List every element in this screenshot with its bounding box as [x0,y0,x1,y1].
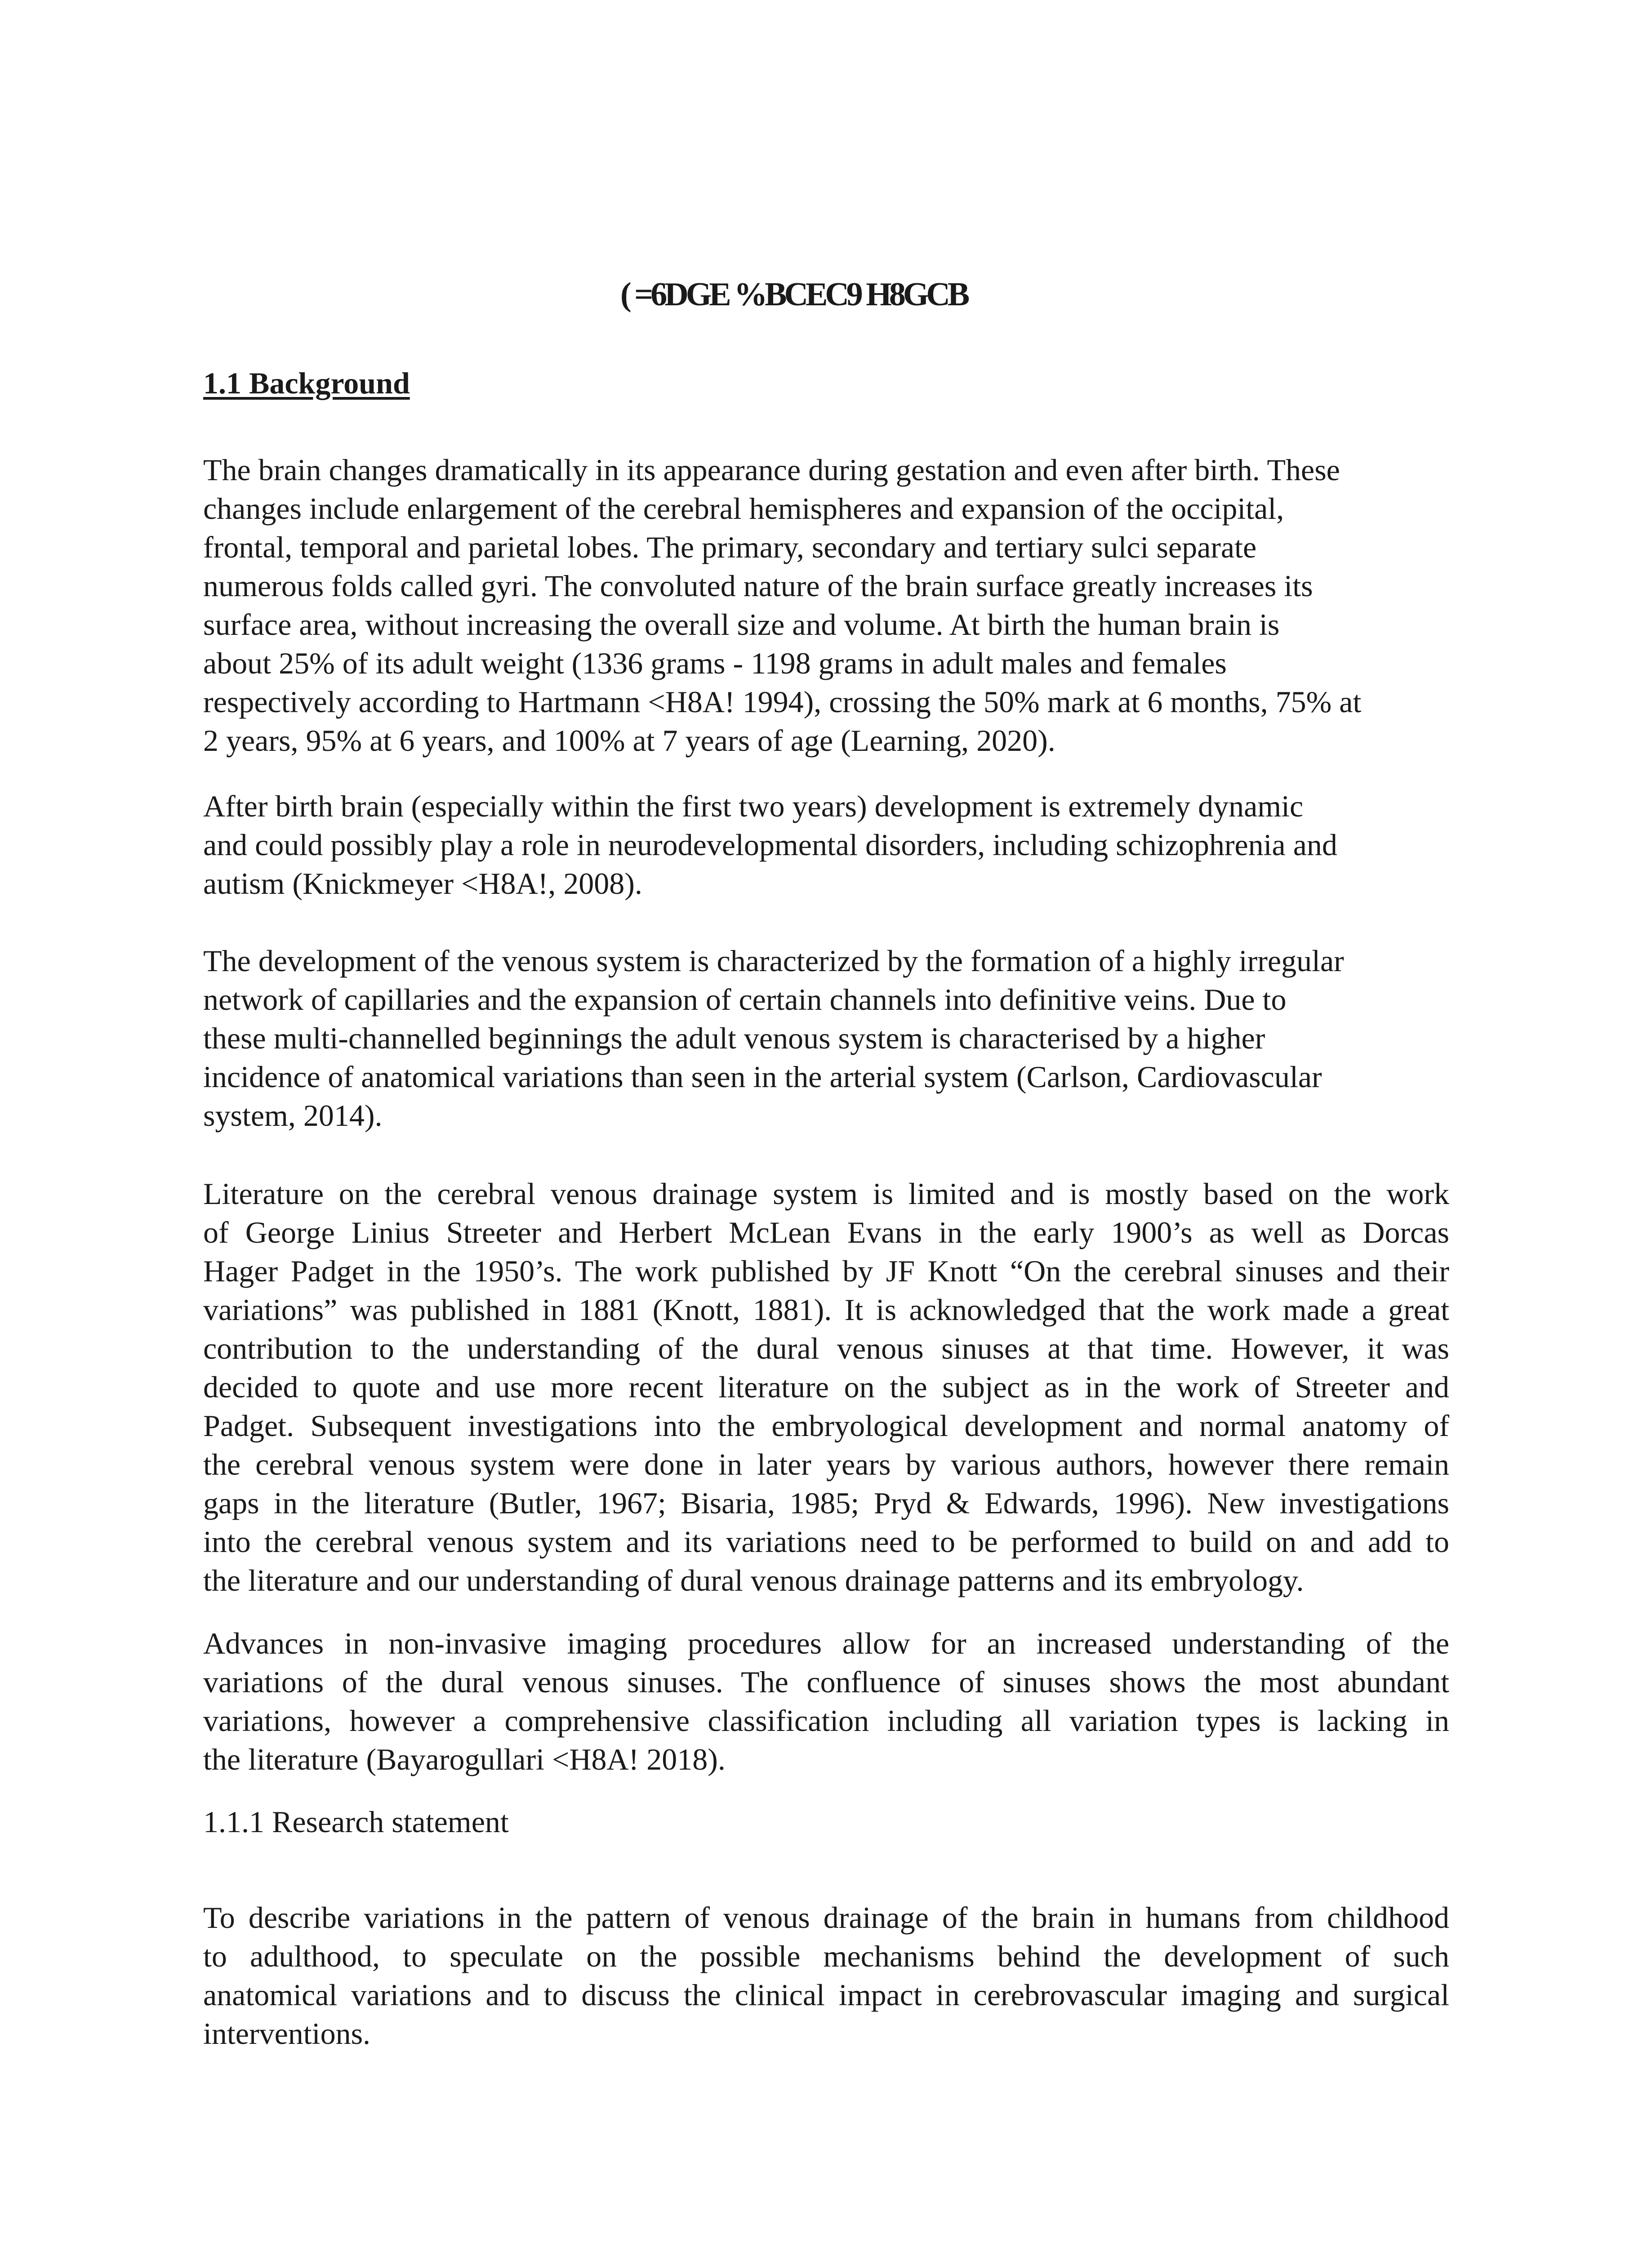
paragraph-line: interventions. [203,2016,371,2051]
paragraph-line: variations, however a comprehensive classification including all variation types is lacking in [203,1704,1449,1738]
paragraph-line: 2 years, 95% at 6 years, and 100% at 7 years of age (Learning, 2020). [203,723,1055,758]
paragraph-venous-system [203,941,1449,1135]
paragraph-line: numerous folds called gyri. The convoluted nature of the brain surface greatly increases its [203,569,1313,603]
paragraph-line: the literature (Bayarogullari <H8A! 2018). [203,1742,726,1776]
paragraph-line: To describe variations in the pattern of venous drainage of the brain in humans from childhood [203,1900,1449,1935]
paragraph-line: system, 2014). [203,1098,383,1133]
paragraph-line: The development of the venous system is characterized by the formation of a highly irregular [203,944,1344,978]
paragraph-after-birth [203,787,1449,903]
paragraph-line: about 25% of its adult weight (1336 grams - 1198 grams in adult males and females [203,646,1227,680]
paragraph-line: variations of the dural venous sinuses. The confluence of sinuses shows the most abundant [203,1665,1449,1699]
paragraph-line: and could possibly play a role in neurodevelopmental disorders, including schizophrenia and [203,828,1337,862]
research-statement-paragraph [203,1898,1449,2053]
paragraph-line: gaps in the literature (Butler, 1967; Bisaria, 1985; Pryd & Edwards, 1996). New investigations [203,1486,1449,1520]
paragraph-line: to adulthood, to speculate on the possible mechanisms behind the development of such [203,1939,1449,1973]
chapter-title: ( =6DGE %BCEC9 H8GCB [620,276,967,313]
paragraph-line: variations” was published in 1881 (Knott, 1881). It is acknowledged that the work made a great [203,1293,1449,1327]
paragraph-line: Hager Padget in the 1950’s. The work published by JF Knott “On the cerebral sinuses and their [203,1254,1449,1288]
paragraph-line: The brain changes dramatically in its appearance during gestation and even after birth. These [203,453,1340,487]
paragraph-line: After birth brain (especially within the first two years) development is extremely dynamic [203,789,1304,823]
paragraph-line: frontal, temporal and parietal lobes. The primary, secondary and tertiary sulci separate [203,530,1257,564]
paragraph-line: network of capillaries and the expansion of certain channels into definitive veins. Due to [203,982,1287,1017]
paragraph-line: autism (Knickmeyer <H8A!, 2008). [203,866,642,901]
paragraph-line: contribution to the understanding of the dural venous sinuses at that time. However, it was [203,1331,1449,1365]
paragraph-brain-development [203,450,1449,760]
paragraph-line: decided to quote and use more recent literature on the subject as in the work of Streeter and [203,1370,1449,1404]
research-statement-heading: 1.1.1 Research statement [203,1805,509,1839]
paragraph-line: changes include enlargement of the cerebral hemispheres and expansion of the occipital, [203,491,1284,526]
paragraph-line: these multi-channelled beginnings the adult venous system is characterised by a higher [203,1021,1265,1055]
paragraph-line: incidence of anatomical variations than seen in the arterial system (Carlson, Cardiovascular [203,1060,1322,1094]
paragraph-line: of George Linius Streeter and Herbert McLean Evans in the early 1900’s as well as Dorcas [203,1215,1449,1249]
paragraph-line: surface area, without increasing the overall size and volume. At birth the human brain is [203,607,1280,642]
paragraph-line: Advances in non-invasive imaging procedures allow for an increased understanding of the [203,1626,1449,1660]
paragraph-line: the literature and our understanding of dural venous drainage patterns and its embryology. [203,1563,1304,1597]
paragraph-line: respectively according to Hartmann <H8A! 1994), crossing the 50% mark at 6 months, 75% at [203,685,1362,719]
paragraph-line: the cerebral venous system were done in later years by various authors, however there remain [203,1447,1449,1481]
paragraph-literature [203,1174,1449,1600]
paragraph-line: Literature on the cerebral venous drainage system is limited and is mostly based on the work [203,1177,1449,1211]
paragraph-line: Padget. Subsequent investigations into the embryological development and normal anatomy of [203,1409,1449,1443]
paragraph-line: anatomical variations and to discuss the clinical impact in cerebrovascular imaging and surgical [203,1978,1449,2012]
paragraph-line: into the cerebral venous system and its variations need to be performed to build on and add to [203,1525,1449,1559]
section-heading: 1.1 Background [203,366,410,400]
paragraph-imaging [203,1624,1449,1779]
